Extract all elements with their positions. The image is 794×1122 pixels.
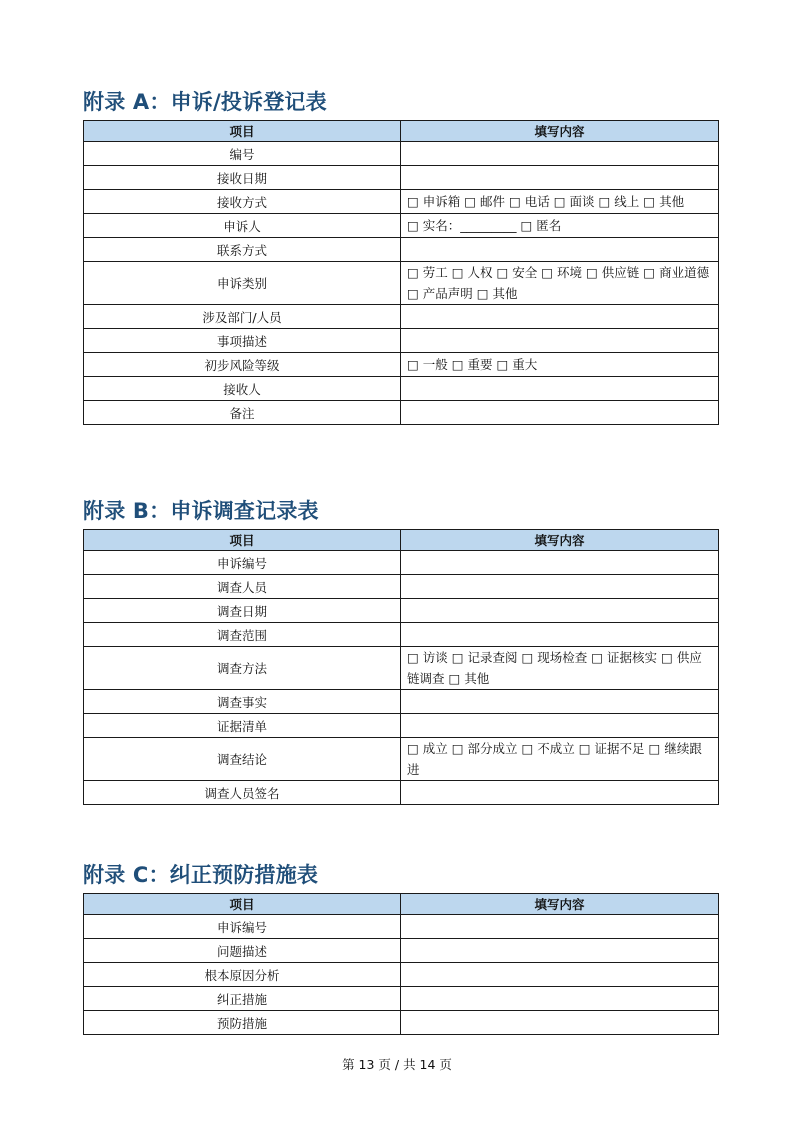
- row-item-label: 调查范围: [84, 623, 401, 647]
- table-header-row: [84, 121, 719, 142]
- row-item-label: 预防措施: [84, 1011, 401, 1035]
- table-row: [84, 305, 719, 329]
- row-content-field[interactable]: [401, 623, 719, 647]
- complaint-register-table: [83, 120, 719, 425]
- row-item-label: 证据清单: [84, 714, 401, 738]
- header-content: 填写内容: [401, 121, 719, 142]
- table-row: [84, 1011, 719, 1035]
- row-content-field[interactable]: □ 访谈 □ 记录查阅 □ 现场检查 □ 证据核实 □ 供应链调查 □ 其他: [401, 647, 719, 690]
- row-content-field[interactable]: [401, 1011, 719, 1035]
- table-row: [84, 623, 719, 647]
- row-content-field[interactable]: [401, 551, 719, 575]
- row-item-label: 联系方式: [84, 238, 401, 262]
- header-item: 项目: [84, 121, 401, 142]
- row-content-field[interactable]: [401, 690, 719, 714]
- row-content-field[interactable]: [401, 915, 719, 939]
- header-item: 项目: [84, 894, 401, 915]
- row-content-field[interactable]: [401, 329, 719, 353]
- row-content-field[interactable]: [401, 401, 719, 425]
- header-item: 项目: [84, 530, 401, 551]
- table-row: [84, 214, 719, 238]
- table-row: [84, 963, 719, 987]
- table-row: [84, 262, 719, 305]
- appendix-b-section: [83, 496, 718, 805]
- row-item-label: 接收方式: [84, 190, 401, 214]
- row-content-field[interactable]: [401, 599, 719, 623]
- appendix-c-section: [83, 860, 718, 1035]
- row-item-label: 涉及部门/人员: [84, 305, 401, 329]
- row-item-label: 问题描述: [84, 939, 401, 963]
- row-content-field[interactable]: □ 申诉箱 □ 邮件 □ 电话 □ 面谈 □ 线上 □ 其他: [401, 190, 719, 214]
- row-content-field[interactable]: [401, 142, 719, 166]
- table-row: [84, 647, 719, 690]
- row-item-label: 调查日期: [84, 599, 401, 623]
- row-item-label: 编号: [84, 142, 401, 166]
- table-row: [84, 690, 719, 714]
- row-item-label: 调查事实: [84, 690, 401, 714]
- table-row: [84, 575, 719, 599]
- row-item-label: 调查人员签名: [84, 781, 401, 805]
- corrective-action-table: [83, 893, 719, 1035]
- row-content-field[interactable]: [401, 305, 719, 329]
- row-item-label: 调查人员: [84, 575, 401, 599]
- appendix-b-title: 附录 B：申诉调查记录表: [83, 499, 319, 523]
- table-row: [84, 915, 719, 939]
- row-item-label: 接收日期: [84, 166, 401, 190]
- row-item-label: 事项描述: [84, 329, 401, 353]
- row-item-label: 申诉编号: [84, 551, 401, 575]
- table-row: [84, 939, 719, 963]
- row-content-field[interactable]: [401, 987, 719, 1011]
- appendix-a-section: [83, 87, 718, 425]
- table-row: [84, 238, 719, 262]
- table-header-row: [84, 894, 719, 915]
- row-content-field[interactable]: [401, 714, 719, 738]
- page-number: 第 13 页 / 共 14 页: [342, 1057, 452, 1072]
- table-row: [84, 377, 719, 401]
- table-row: [84, 987, 719, 1011]
- row-content-field[interactable]: [401, 166, 719, 190]
- table-header-row: [84, 530, 719, 551]
- row-content-field[interactable]: [401, 238, 719, 262]
- row-content-field[interactable]: □ 劳工 □ 人权 □ 安全 □ 环境 □ 供应链 □ 商业道德 □ 产品声明 □ 其他: [401, 262, 719, 305]
- header-content: 填写内容: [401, 530, 719, 551]
- table-row: [84, 738, 719, 781]
- row-item-label: 初步风险等级: [84, 353, 401, 377]
- table-row: [84, 781, 719, 805]
- appendix-a-title: 附录 A：申诉/投诉登记表: [83, 90, 327, 114]
- table-row: [84, 714, 719, 738]
- row-item-label: 调查结论: [84, 738, 401, 781]
- row-content-field[interactable]: □ 一般 □ 重要 □ 重大: [401, 353, 719, 377]
- row-item-label: 申诉编号: [84, 915, 401, 939]
- header-content: 填写内容: [401, 894, 719, 915]
- row-item-label: 纠正措施: [84, 987, 401, 1011]
- table-row: [84, 599, 719, 623]
- row-item-label: 调查方法: [84, 647, 401, 690]
- table-row: [84, 353, 719, 377]
- row-item-label: 申诉类别: [84, 262, 401, 305]
- table-row: [84, 401, 719, 425]
- table-row: [84, 551, 719, 575]
- table-row: [84, 329, 719, 353]
- row-content-field[interactable]: [401, 963, 719, 987]
- row-content-field[interactable]: □ 成立 □ 部分成立 □ 不成立 □ 证据不足 □ 继续跟进: [401, 738, 719, 781]
- row-content-field[interactable]: □ 实名：_________ □ 匿名: [401, 214, 719, 238]
- row-item-label: 根本原因分析: [84, 963, 401, 987]
- row-content-field[interactable]: [401, 781, 719, 805]
- row-content-field[interactable]: [401, 377, 719, 401]
- row-item-label: 备注: [84, 401, 401, 425]
- appendix-c-title: 附录 C：纠正预防措施表: [83, 863, 319, 887]
- investigation-record-table: [83, 529, 719, 805]
- row-item-label: 申诉人: [84, 214, 401, 238]
- row-item-label: 接收人: [84, 377, 401, 401]
- row-content-field[interactable]: [401, 575, 719, 599]
- row-content-field[interactable]: [401, 939, 719, 963]
- table-row: [84, 142, 719, 166]
- table-row: [84, 190, 719, 214]
- table-row: [84, 166, 719, 190]
